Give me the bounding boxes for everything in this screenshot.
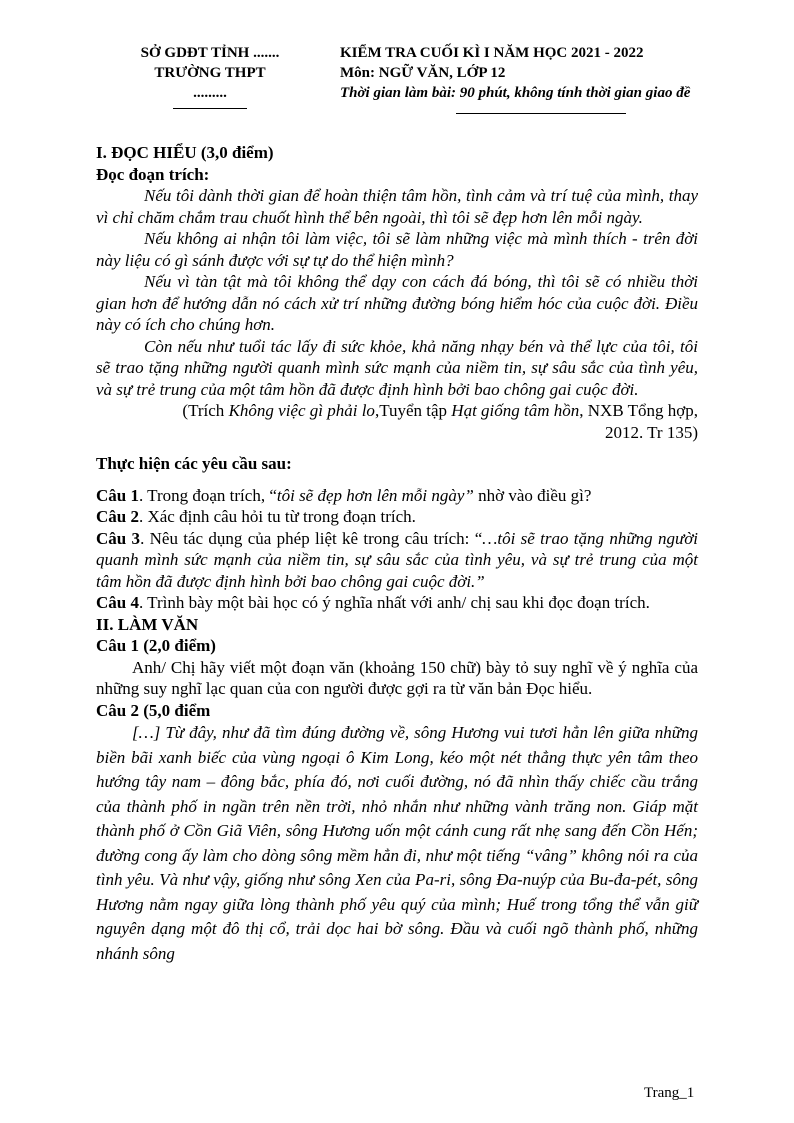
question-4: Câu 4. Trình bày một bài học có ý nghĩa nhất với anh/ chị sau khi đọc đoạn trích.	[96, 593, 650, 612]
header-left	[120, 43, 300, 109]
tasks-heading: Thực hiện các yêu cầu sau:	[96, 454, 292, 473]
excerpt-paragraph-1: Nếu tôi dành thời gian để hoàn thiện tâm hồn, tình cảm và trí tuệ của mình, thay vì chỉ chăm chắm trau chuốt hình thể bên ngoài, thì tôi sẽ đẹp hơn lên mỗi ngày.	[96, 186, 698, 227]
excerpt-paragraph-4: Còn nếu như tuổi tác lấy đi sức khỏe, khả năng nhạy bén và thể lực của tôi, tôi sẽ trao tặng những người quanh mình sức mạnh của niềm tin, sự sâu sắc của tình yêu, và sự trẻ trung của một tâm hồn đã được định hình bởi bao chông gai cuộc đời.	[96, 336, 698, 399]
exam-time: Thời gian làm bài: 90 phút, không tính thời gian giao đề	[340, 85, 691, 101]
department-name: SỞ GDĐT TỈNH .......	[140, 45, 280, 61]
header-right	[340, 43, 760, 114]
school-name: TRƯỜNG THPT	[154, 65, 266, 81]
exam-content	[96, 142, 698, 966]
essay-question-1-heading: Câu 1 (2,0 điểm)	[96, 636, 216, 655]
read-label: Đọc đoạn trích:	[96, 164, 210, 184]
excerpt-source: (Trích Không việc gì phải lo,Tuyển tập Hạt giống tâm hồn, NXB Tổng hợp, 2012. Tr 135)	[182, 401, 698, 442]
school-name-placeholder: .........	[193, 85, 227, 101]
essay-question-2-excerpt: […] Từ đây, như đã tìm đúng đường về, sông Hương vui tươi hẳn lên giữa những biền bãi xanh biếc của vùng ngoại ô Kim Long, kéo một nét thẳng thực yên tâm theo hướng tây nam – đông bắc, phía đó, nơi cuối đường, nó đã nhìn thấy chiếc cầu trắng của thành phố in ngần trên nền trời, nhỏ nhắn như những vành trăng non. Giáp mặt thành phố ở Cồn Giã Viên, sông Hương uốn một cánh cung rất nhẹ sang đến Cồn Hến; đường cong ấy làm cho dòng sông mềm hẳn đi, như một tiếng “vâng” không nói ra của tình yêu. Và như vậy, giống như sông Xen của Pa-ri, sông Đa-nuýp của Bu-đa-pét, sông Hương nằm ngay giữa lòng thành phố yêu quý của mình; Huế trong tổng thể vẫn giữ nguyên dạng một đô thị cổ, trải dọc hai bờ sông. Đầu và cuối ngõ thành phố, những nhánh sông	[96, 723, 698, 963]
header-left-rule	[173, 108, 247, 109]
source-title-1: Không việc gì phải lo	[228, 401, 375, 420]
essay-question-1-text: Anh/ Chị hãy viết một đoạn văn (khoảng 150 chữ) bày tỏ suy nghĩ về ý nghĩa của những suy nghĩ lạc quan của con người được gợi ra từ văn bản Đọc hiểu.	[96, 657, 698, 698]
source-title-2: Hạt giống tâm hồn	[451, 401, 580, 420]
excerpt-paragraph-2: Nếu không ai nhận tôi làm việc, tôi sẽ làm những việc mà mình thích - trên đời này liệu có gì sánh được với sự tự do thể hiện mình?	[96, 229, 698, 270]
header-right-rule	[456, 113, 626, 114]
question-2: Câu 2. Xác định câu hỏi tu từ trong đoạn trích.	[96, 507, 416, 526]
essay-question-2-heading: Câu 2 (5,0 điểm	[96, 700, 211, 720]
page-number: Trang_1	[644, 1085, 695, 1101]
exam-subject: Môn: NGỮ VĂN, LỚP 12	[340, 65, 506, 81]
exam-title: KIỂM TRA CUỐI KÌ I NĂM HỌC 2021 - 2022	[340, 45, 644, 61]
question-1: Câu 1. Trong đoạn trích, “tôi sẽ đẹp hơn lên mỗi ngày” nhờ vào điều gì?	[96, 485, 592, 505]
excerpt-paragraph-3: Nếu vì tàn tật mà tôi không thể dạy con cách đá bóng, thì tôi sẽ có nhiều thời gian hơn để hướng dẫn nó cách xử trí những đường bóng hiểm hóc của cuộc đời. Điều này có ích cho chúng hơn.	[96, 272, 698, 334]
question-3: Câu 3. Nêu tác dụng của phép liệt kê trong câu trích: “…tôi sẽ trao tặng những người quanh mình sức mạnh của niềm tin, sự sâu sắc của tình yêu, và sự trẻ trung của một tâm hồn đã được định hình bởi bao chông gai cuộc đời.”	[96, 528, 699, 591]
part1-heading: I. ĐỌC HIỂU (3,0 điểm)	[96, 143, 274, 162]
part2-heading: II. LÀM VĂN	[96, 614, 199, 634]
